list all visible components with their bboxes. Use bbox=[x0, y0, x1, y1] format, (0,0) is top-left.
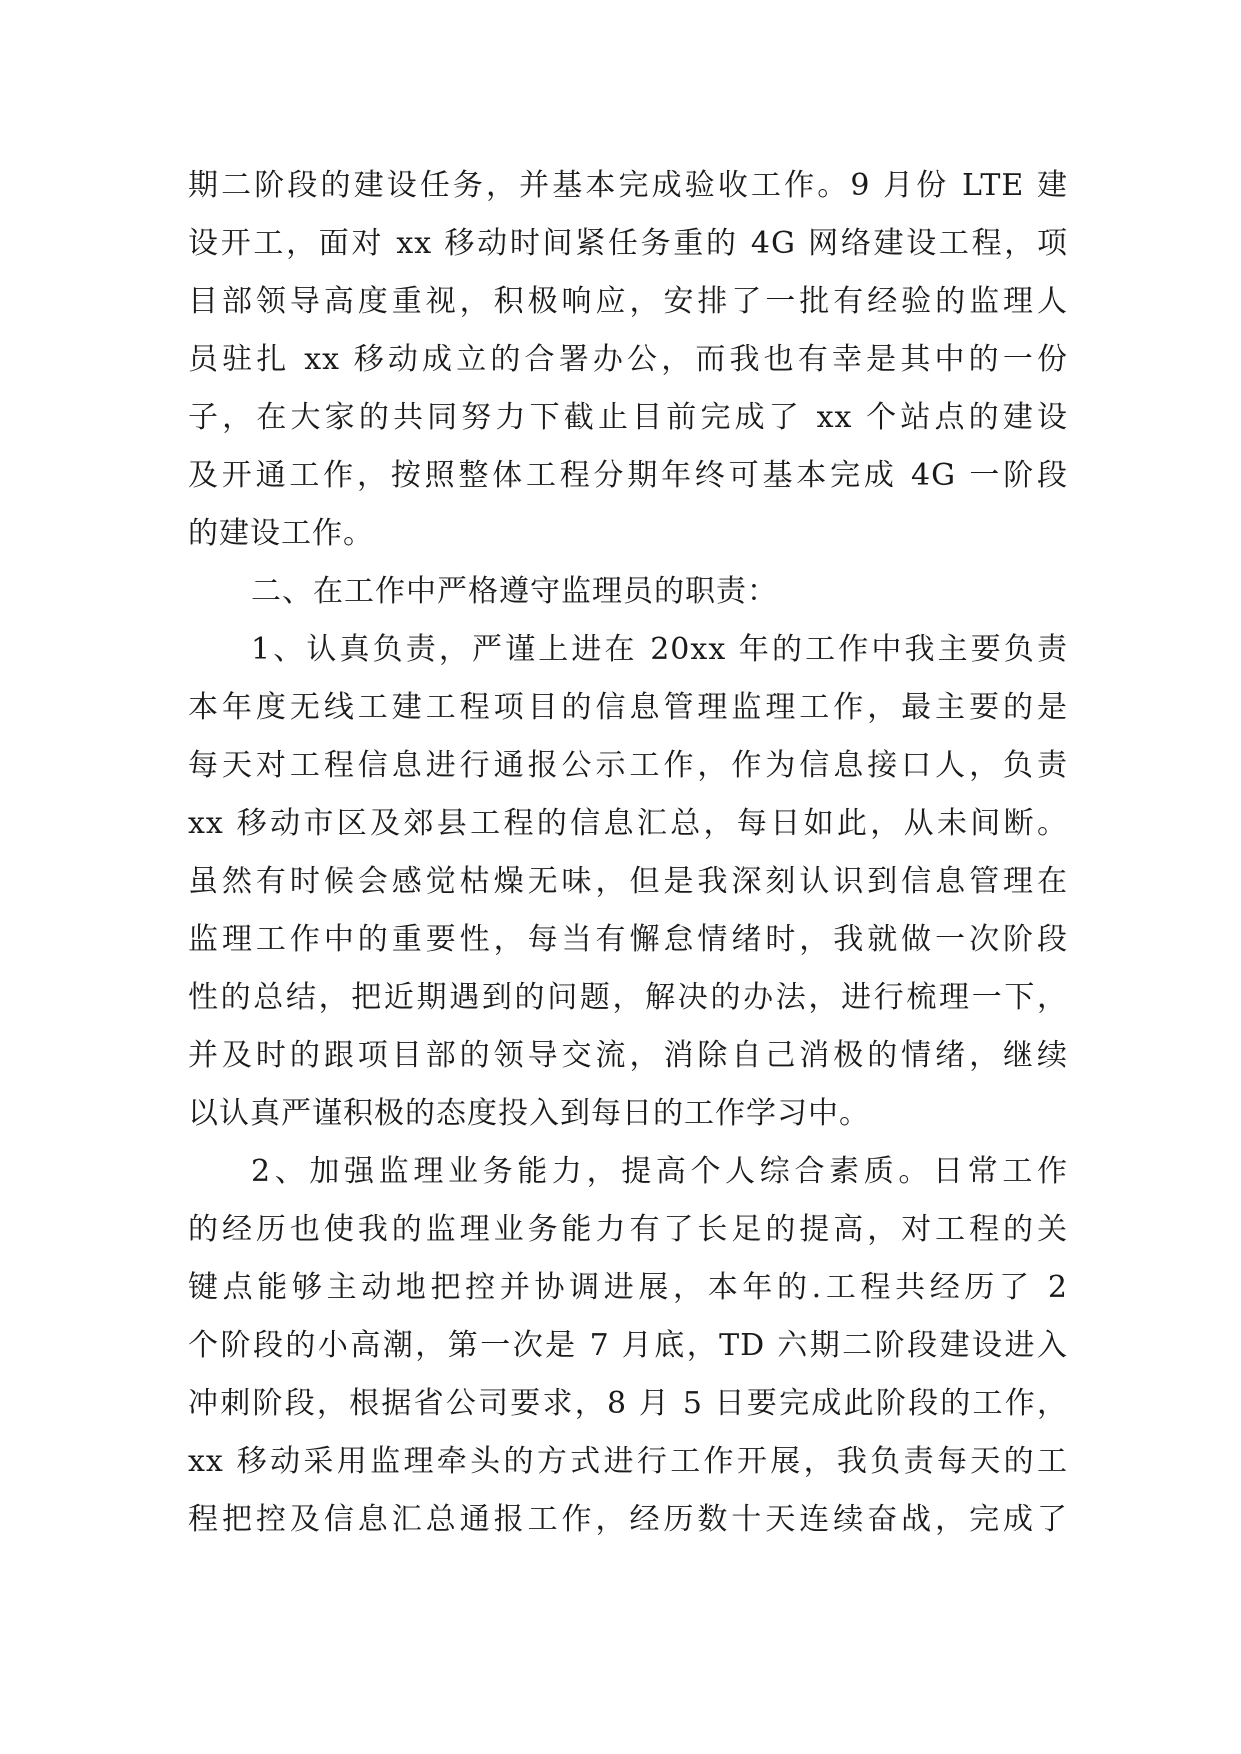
text-line: 期二阶段的建设任务，并基本完成验收工作。9 月份 LTE 建 bbox=[188, 168, 1068, 203]
text-line: 2、加强监理业务能力，提高个人综合素质。日常工作 bbox=[251, 1154, 1068, 1189]
text-line: 的经历也使我的监理业务能力有了长足的提高，对工程的关 bbox=[188, 1212, 1068, 1247]
text-line: xx 移动采用监理牵头的方式进行工作开展，我负责每天的工 bbox=[188, 1444, 1068, 1479]
text-line: xx 移动市区及郊县工程的信息汇总，每日如此，从未间断。 bbox=[188, 806, 1068, 841]
text-line: 1、认真负责，严谨上进在 20xx 年的工作中我主要负责 bbox=[251, 632, 1068, 667]
text-line: 员驻扎 xx 移动成立的合署办公，而我也有幸是其中的一份 bbox=[188, 342, 1068, 377]
text-line: 冲刺阶段，根据省公司要求，8 月 5 日要完成此阶段的工作， bbox=[188, 1386, 1068, 1421]
text-line: 个阶段的小高潮，第一次是 7 月底，TD 六期二阶段建设进入 bbox=[188, 1328, 1068, 1363]
text-line: 及开通工作，按照整体工程分期年终可基本完成 4G 一阶段 bbox=[188, 458, 1068, 493]
text-line: 目部领导高度重视，积极响应，安排了一批有经验的监理人 bbox=[188, 284, 1068, 319]
text-line: 以认真严谨积极的态度投入到每日的工作学习中。 bbox=[188, 1096, 870, 1131]
body-text bbox=[188, 157, 1068, 1549]
text-line: 并及时的跟项目部的领导交流，消除自己消极的情绪，继续 bbox=[188, 1038, 1068, 1073]
text-line: 子，在大家的共同努力下截止目前完成了 xx 个站点的建设 bbox=[188, 400, 1068, 435]
text-line: 监理工作中的重要性，每当有懈怠情绪时，我就做一次阶段 bbox=[188, 922, 1068, 957]
text-line: 设开工，面对 xx 移动时间紧任务重的 4G 网络建设工程，项 bbox=[188, 226, 1068, 261]
text-line: 键点能够主动地把控并协调进展，本年的.工程共经历了 2 bbox=[188, 1270, 1068, 1305]
text-line: 每天对工程信息进行通报公示工作，作为信息接口人，负责 bbox=[188, 748, 1068, 783]
text-line: 性的总结，把近期遇到的问题，解决的办法，进行梳理一下， bbox=[188, 980, 1068, 1015]
text-line: 虽然有时候会感觉枯燥无味，但是我深刻认识到信息管理在 bbox=[188, 864, 1068, 899]
section-heading: 二、在工作中严格遵守监理员的职责： bbox=[251, 574, 778, 609]
text-line: 本年度无线工建工程项目的信息管理监理工作，最主要的是 bbox=[188, 690, 1068, 725]
text-line: 程把控及信息汇总通报工作，经历数十天连续奋战，完成了 bbox=[188, 1502, 1068, 1537]
text-line: 的建设工作。 bbox=[188, 516, 374, 551]
